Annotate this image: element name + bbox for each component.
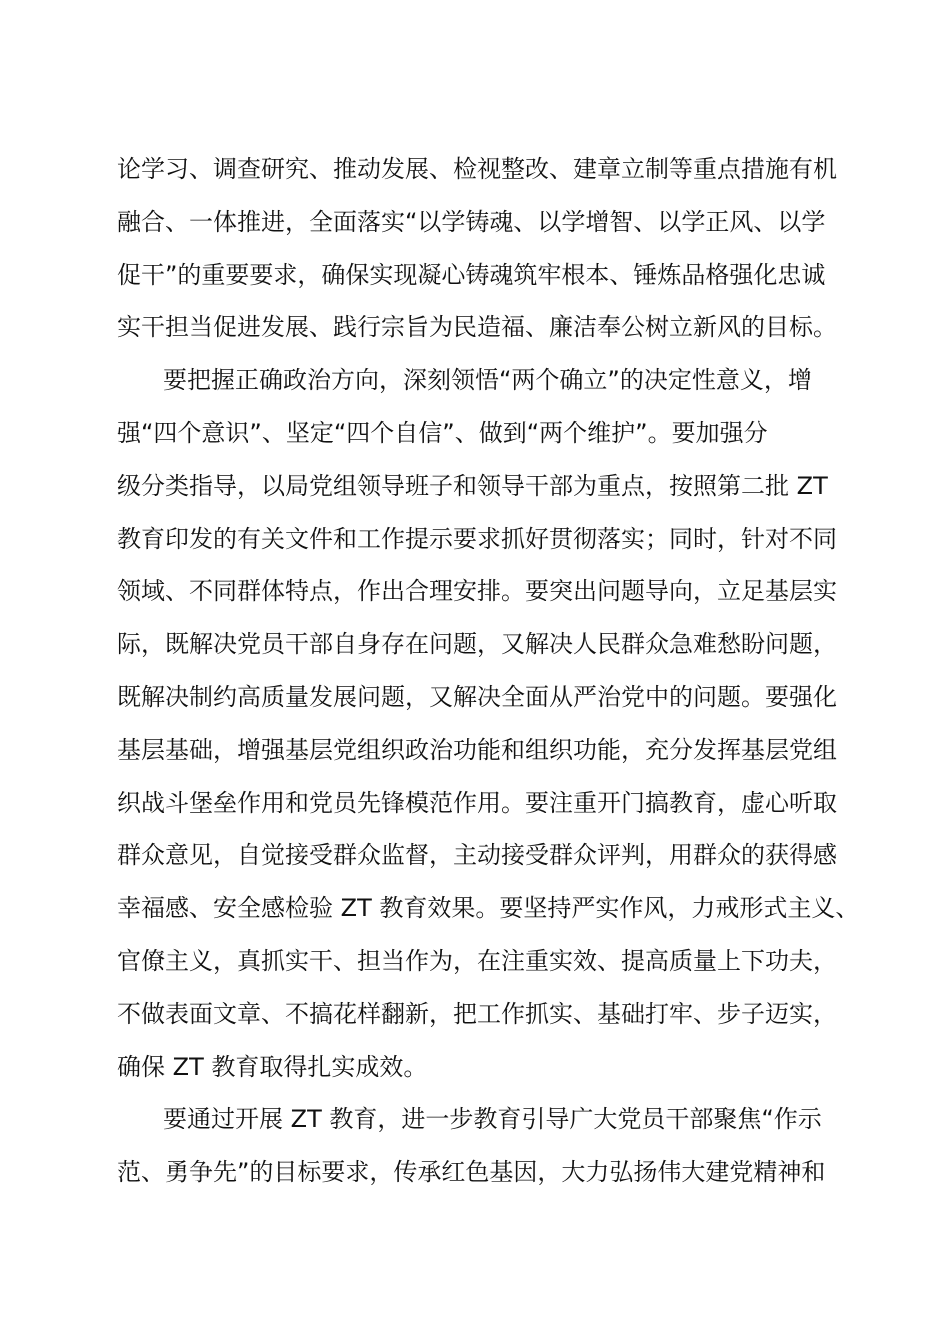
text-line: 基层基础，增强基层党组织政治功能和组织功能，充分发挥基层党组 (117, 735, 837, 764)
text-line: 际，既解决党员干部自身存在问题，又解决人民群众急难愁盼问题， (117, 630, 837, 659)
text-line: 要通过开展 ZT 教育，进一步教育引导广大党员干部聚焦“作示 (163, 1105, 822, 1134)
text-line: 不做表面文章、不搞花样翻新，把工作抓实、基础打牢、步子迈实， (117, 999, 837, 1028)
text-line: 要把握正确政治方向，深刻领悟“两个确立”的决定性意义，增 (163, 366, 812, 395)
text-line: 融合、一体推进，全面落实“以学铸魂、以学增智、以学正风、以学 (117, 207, 826, 236)
text-line: 范、勇争先”的目标要求，传承红色基因，大力弘扬伟大建党精神和 (117, 1158, 826, 1187)
body-text (117, 149, 860, 1205)
text-line: 强“四个意识”、坚定“四个自信”、做到“两个维护”。要加强分 (117, 418, 768, 447)
text-line: 确保 ZT 教育取得扎实成效。 (117, 1052, 428, 1081)
text-line: 官僚主义，真抓实干、担当作为，在注重实效、提高质量上下功夫， (117, 946, 837, 975)
text-line: 实干担当促进发展、践行宗旨为民造福、廉洁奉公树立新风的目标。 (117, 313, 837, 342)
text-line: 群众意见，自觉接受群众监督，主动接受群众评判，用群众的获得感 (117, 841, 837, 870)
text-line: 级分类指导，以局党组领导班子和领导干部为重点，按照第二批 ZT (117, 471, 828, 500)
text-line: 促干”的重要要求，确保实现凝心铸魂筑牢根本、锤炼品格强化忠诚 (117, 260, 826, 289)
text-line: 既解决制约高质量发展问题，又解决全面从严治党中的问题。要强化 (117, 682, 837, 711)
text-line: 领域、不同群体特点，作出合理安排。要突出问题导向，立足基层实 (117, 577, 837, 606)
text-line: 幸福感、安全感检验 ZT 教育效果。要坚持严实作风，力戒形式主义、 (117, 894, 860, 923)
text-line: 教育印发的有关文件和工作提示要求抓好贯彻落实；同时，针对不同 (117, 524, 837, 553)
text-line: 织战斗堡垒作用和党员先锋模范作用。要注重开门搞教育，虚心听取 (117, 788, 837, 817)
text-line: 论学习、调查研究、推动发展、检视整改、建章立制等重点措施有机 (117, 155, 837, 183)
